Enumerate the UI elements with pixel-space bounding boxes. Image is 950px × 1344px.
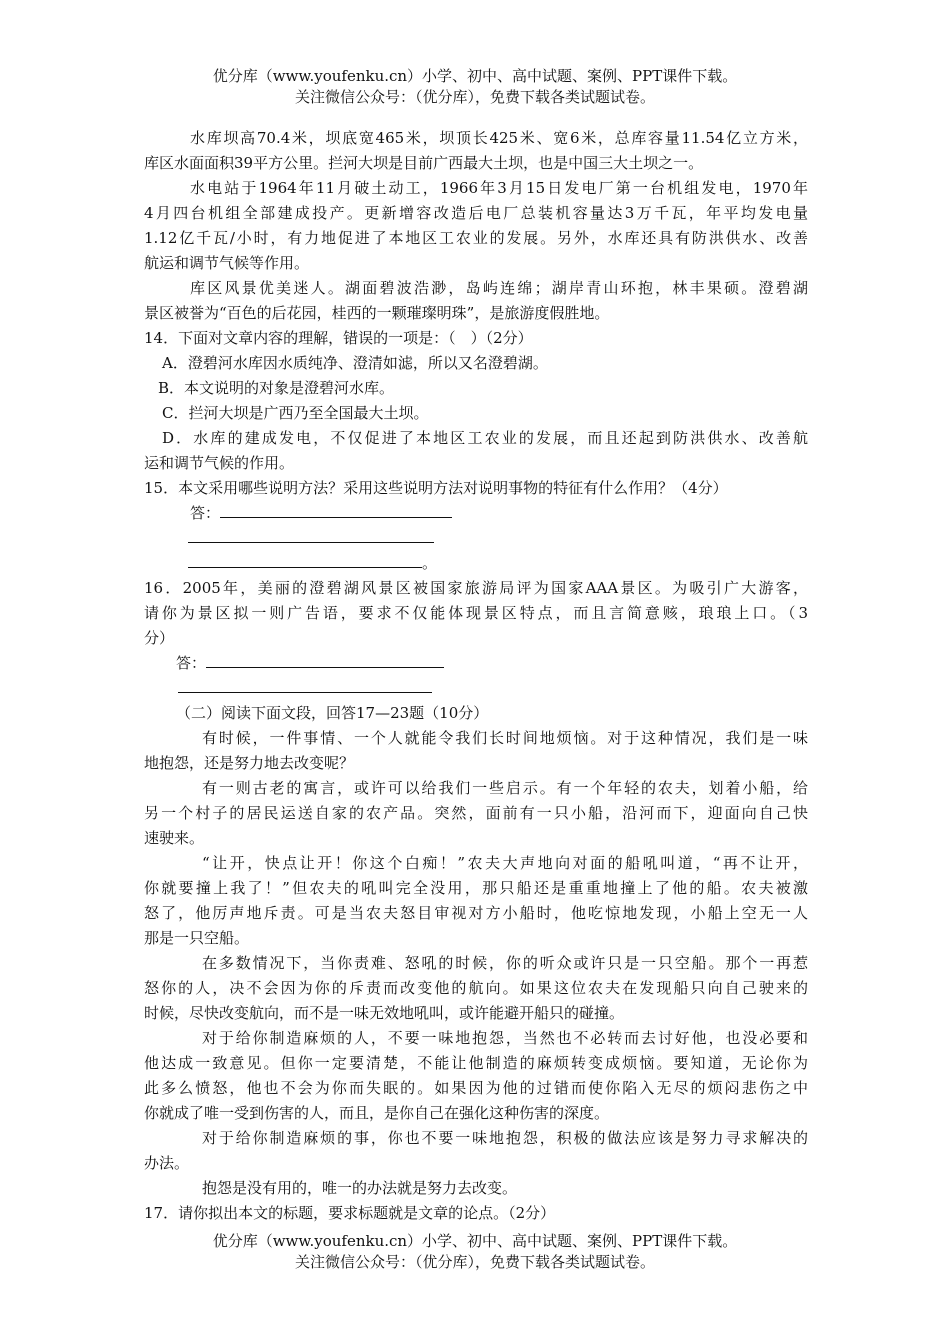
- question-16-answer-row: [176, 651, 840, 675]
- paragraph-line: 时候，尽快改变航向，而不是一味无效地吼叫，或许能避开船只的碰撞。: [144, 1004, 625, 1022]
- paragraph-line: 库区水面面积39平方公里。拦河大坝是目前广西最大土坝，也是中国三大土坝之一。: [144, 154, 704, 172]
- answer-blank[interactable]: [206, 653, 444, 668]
- question-16-answer-row: [178, 676, 842, 700]
- paragraph-line: 水电站于1964年11月破土动工，1966年3月15日发电厂第一台机组发电，1970年: [190, 179, 808, 197]
- question-14-option-a: A．澄碧河水库因水质纯净、澄清如滤，所以又名澄碧湖。: [162, 354, 548, 372]
- paragraph-line: 你就成了唯一受到伤害的人，而且，是你自己在强化这种伤害的深度。: [144, 1104, 610, 1122]
- answer-label: 答：: [176, 654, 207, 672]
- paragraph-line: 水库坝高70.4米，坝底宽465米，坝顶长425米、宽6米，总库容量11.54亿立方米，: [190, 129, 808, 147]
- paragraph-line: 有时候，一件事情、一个人就能令我们长时间地烦恼。对于这种情况，我们是一味: [202, 729, 808, 747]
- question-14-option-d-cont: 运和调节气候的作用。: [144, 454, 295, 472]
- end-mark: 。: [422, 554, 438, 572]
- footer-line-2: 关注微信公众号：（优分库），免费下载各类试题试卷。: [294, 1253, 655, 1271]
- answer-blank[interactable]: [188, 528, 434, 543]
- footer-line-1: 优分库（www.youfenku.cn）小学、初中、高中试题、案例、PPT课件下载。: [212, 1232, 738, 1250]
- header-line-1: 优分库（www.youfenku.cn）小学、初中、高中试题、案例、PPT课件下载。: [212, 67, 738, 85]
- paragraph-line: 速驶来。: [144, 829, 205, 847]
- paragraph-line: 那是一只空船。: [144, 929, 250, 947]
- section-2-title: （二）阅读下面文段，回答17—23题（10分）: [176, 704, 489, 722]
- paragraph-line: 怒你的人，决不会因为你的斥责而改变他的航向。如果这位农夫在发现船只向自己驶来的: [144, 979, 808, 997]
- paragraph-line: 库区风景优美迷人。湖面碧波浩渺，岛屿连绵；湖岸青山环抱，林丰果硕。澄碧湖: [190, 279, 808, 297]
- answer-label: 答：: [190, 504, 221, 522]
- paragraph-line: 抱怨是没有用的，唯一的办法就是努力去改变。: [202, 1179, 518, 1197]
- question-15-answer-row: [188, 551, 852, 575]
- paragraph-line: 有一则古老的寓言，或许可以给我们一些启示。有一个年轻的农夫，划着小船，给: [202, 779, 808, 797]
- paragraph-line: 航运和调节气候等作用。: [144, 254, 310, 272]
- paragraph-line: 他达成一致意见。但你一定要清楚，不能让他制造的麻烦转变成烦恼。要知道，无论你为: [144, 1054, 808, 1072]
- paragraph-line: 此多么愤怒，他也不会为你而失眠的。如果因为他的过错而使你陷入无尽的烦闷悲伤之中: [144, 1079, 808, 1097]
- header-line-2: 关注微信公众号：（优分库），免费下载各类试题试卷。: [294, 88, 655, 106]
- paragraph-line: 在多数情况下，当你责难、怒吼的时候，你的听众或许只是一只空船。那个一再惹: [202, 954, 808, 972]
- paragraph-line: 你就要撞上我了！”但农夫的吼叫完全没用，那只船还是重重地撞上了他的船。农夫被激: [144, 879, 808, 897]
- answer-blank[interactable]: [220, 503, 452, 518]
- paragraph-line: 4月四台机组全部建成投产。更新增容改造后电厂总装机容量达3万千瓦，年平均发电量: [144, 204, 808, 222]
- paragraph-line: 另一个村子的居民运送自家的农产品。突然，面前有一只小船，沿河而下，迎面向自己快: [144, 804, 808, 822]
- paragraph-line: 办法。: [144, 1154, 190, 1172]
- question-14-option-b: B．本文说明的对象是澄碧河水库。: [158, 379, 395, 397]
- paragraph-line: 地抱怨，还是努力地去改变呢？: [144, 754, 355, 772]
- question-17-stem: 17．请你拟出本文的标题，要求标题就是文章的论点。（2分）: [144, 1204, 556, 1222]
- paragraph-line: “让开，快点让开！你这个白痴！”农夫大声地向对面的船吼叫道，“再不让开，: [202, 854, 808, 872]
- question-15-answer-row: [188, 526, 852, 550]
- answer-blank[interactable]: [188, 553, 422, 568]
- question-14-stem: 14．下面对文章内容的理解，错误的一项是：（ ）（2分）: [144, 329, 533, 347]
- question-15-answer-row: [190, 501, 854, 525]
- answer-blank[interactable]: [178, 678, 432, 693]
- paragraph-line: 怒了，他厉声地斥责。可是当农夫怒目审视对方小船时，他吃惊地发现，小船上空无一人: [144, 904, 808, 922]
- question-14-option-c: C．拦河大坝是广西乃至全国最大土坝。: [162, 404, 429, 422]
- paragraph-line: 对于给你制造麻烦的事，你也不要一味地抱怨，积极的做法应该是努力寻求解决的: [202, 1129, 808, 1147]
- paragraph-line: 1.12亿千瓦/小时，有力地促进了本地区工农业的发展。另外，水库还具有防洪供水、改善: [144, 229, 808, 247]
- paragraph-line: 对于给你制造麻烦的人，不要一味地抱怨，当然也不必转而去讨好他，也没必要和: [202, 1029, 808, 1047]
- question-15-stem: 15．本文采用哪些说明方法？采用这些说明方法对说明事物的特征有什么作用？（4分）: [144, 479, 728, 497]
- question-16-stem: 分）: [144, 629, 175, 647]
- paragraph-line: 景区被誉为“百色的后花园，桂西的一颗璀璨明珠”，是旅游度假胜地。: [144, 304, 610, 322]
- question-16-stem: 请你为景区拟一则广告语，要求不仅能体现景区特点，而且言简意赅，琅琅上口。（3: [144, 604, 808, 622]
- question-14-option-d: D．水库的建成发电，不仅促进了本地区工农业的发展，而且还起到防洪供水、改善航: [162, 429, 808, 447]
- question-16-stem: 16．2005年，美丽的澄碧湖风景区被国家旅游局评为国家AAA景区。为吸引广大游客，: [144, 579, 808, 597]
